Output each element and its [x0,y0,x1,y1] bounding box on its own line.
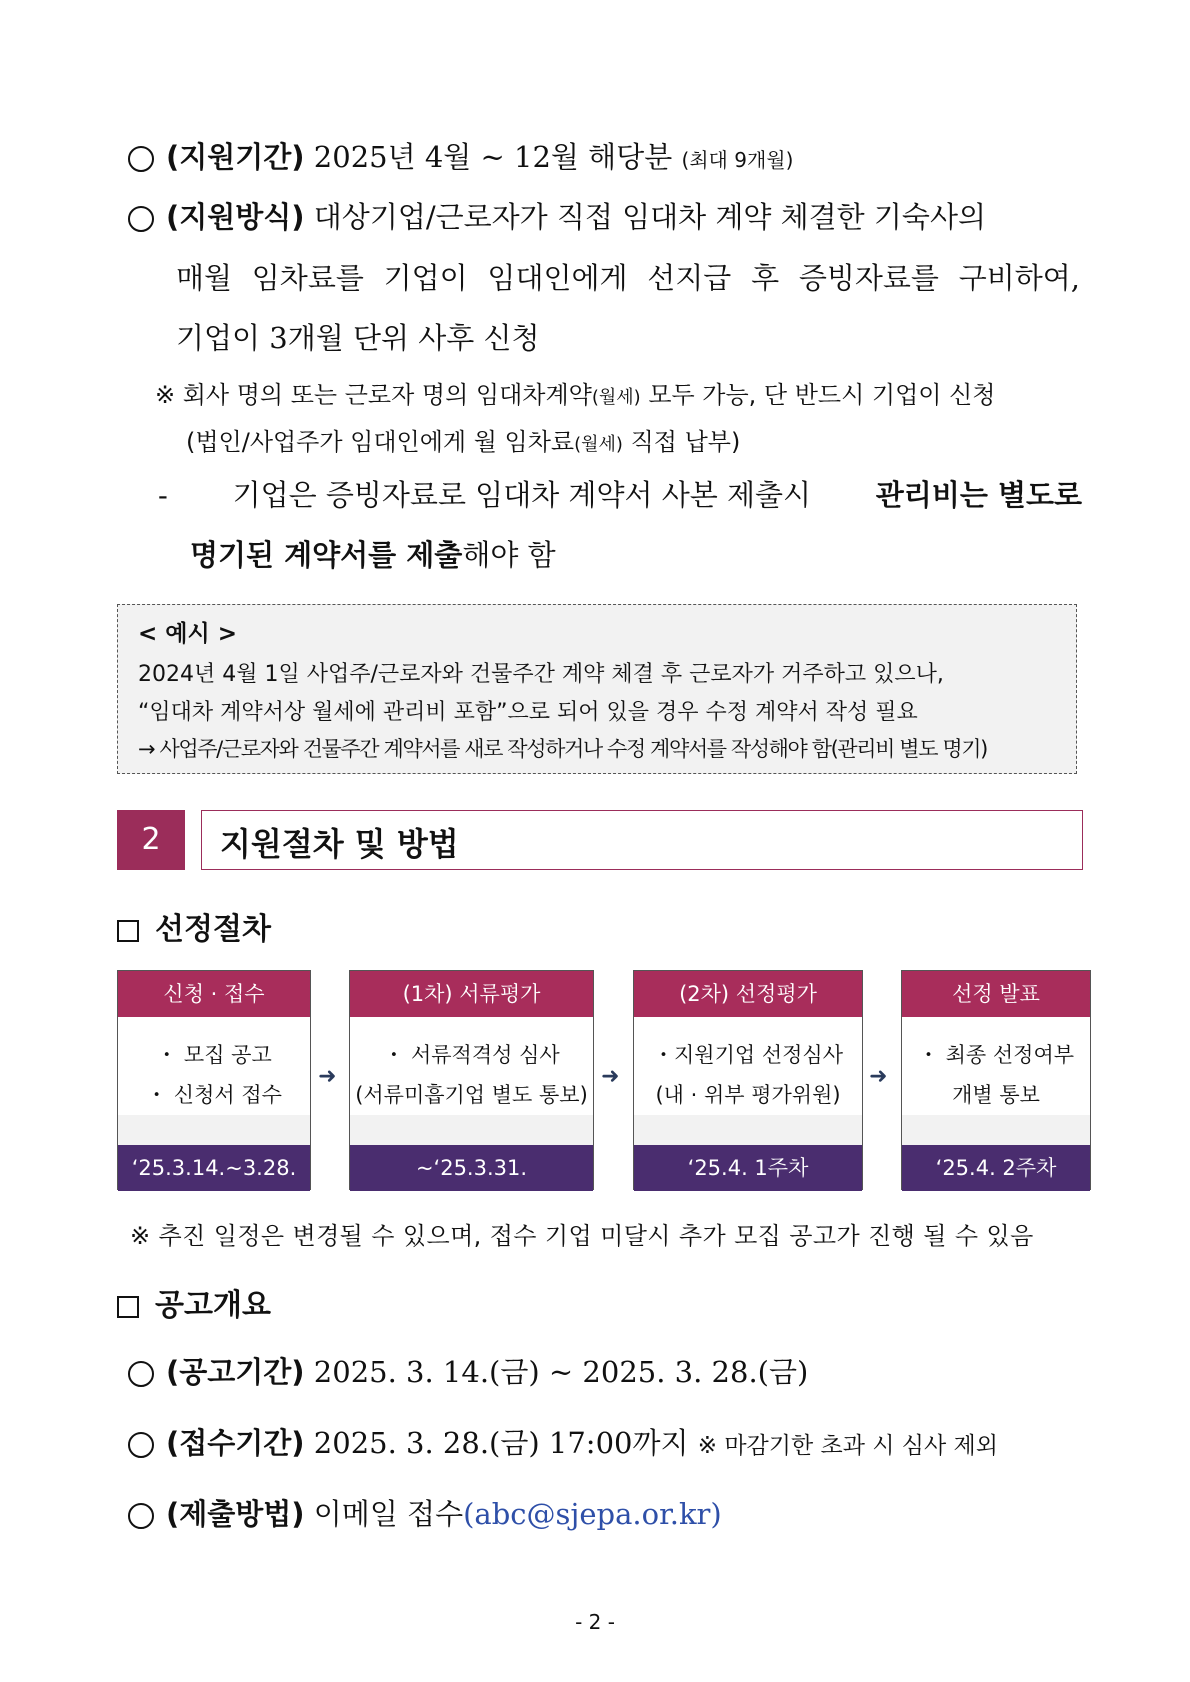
step-line2: 개별 통보 [952,1083,1040,1107]
receipt-period-label: (접수기간) [166,1426,305,1460]
dash-text2: 해야 함 [462,538,556,572]
note1-paren: (월세) [591,387,641,408]
arrow-right-icon: ➜ [318,1064,337,1089]
step-date: ‘25.3.14.~3.28. [118,1145,310,1191]
note1-line1 [155,377,995,416]
selection-heading [117,904,271,948]
example-line3: → 사업주/근로자와 건물주간 계약서를 새로 작성하거나 수정 계약서를 작성해야 함(관리비 별도 명기) [138,737,987,761]
arrow-right-icon: ➜ [601,1064,620,1089]
step-line1: ・ 최종 선정여부 [917,1043,1075,1067]
step-selection-review [633,970,863,1190]
receipt-period-line [128,1423,998,1464]
submission-email-link[interactable]: (abc@sjepa.or.kr) [463,1497,722,1531]
step-line1: ・ 서류적격성 심사 [383,1043,560,1067]
arrow-right-icon: ➜ [869,1064,888,1089]
dash-bold2: 명기된 계약서를 제출 [190,538,463,572]
note1-text-b: 모두 가능, 단 반드시 기업이 신청 [648,381,996,409]
note-mark: ※ [155,381,176,409]
circle-bullet-icon [128,1432,154,1458]
receipt-period-text: 2025. 3. 28.(금) 17:00까지 [313,1426,689,1460]
step-line2: ・ 신청서 접수 [146,1083,282,1107]
method-line3: 기업이 3개월 단위 사후 신청 [176,321,540,355]
circle-bullet-icon [128,206,154,232]
example-box [117,604,1077,774]
announce-period-line [128,1352,808,1392]
step-date: ‘25.4. 1주차 [634,1145,862,1191]
dash-line1 [158,475,1082,515]
method-line1 [128,197,986,237]
period-note: (최대 9개월) [681,148,794,172]
circle-bullet-icon [128,1361,154,1387]
step-date: ~‘25.3.31. [350,1145,593,1191]
announcement-heading [117,1280,271,1324]
submission-method-label: (제출방법) [166,1497,305,1531]
note1-line2-a: (법인/사업주가 임대인에게 월 임차료 [186,428,575,456]
announce-period-label: (공고기간) [166,1355,305,1389]
example-title: < 예시 > [138,621,237,647]
step-body [902,1017,1090,1115]
submission-method-line [128,1494,722,1534]
circle-bullet-icon [128,1503,154,1529]
example-line1: 2024년 4월 1일 사업주/근로자와 건물주간 계약 체결 후 근로자가 거주하고 있으나, [138,662,944,687]
step-line1: ・ 모집 공고 [156,1043,272,1067]
step-body [634,1017,862,1115]
method-line2: 매월 임차료를 기업이 임대인에게 선지급 후 증빙자료를 구비하여, [176,261,1080,295]
method-text-line1: 대상기업/근로자가 직접 임대차 계약 체결한 기숙사의 [313,200,986,234]
dash-text1: 기업은 증빙자료로 임대차 계약서 사본 제출시 [232,478,811,512]
section-title: 지원절차 및 방법 [220,825,459,863]
page-number: - 2 - [575,1610,615,1634]
step-title: 선정 발표 [902,971,1090,1017]
step-date: ‘25.4. 2주차 [902,1145,1090,1191]
note1-line2 [186,424,740,463]
submission-method-text: 이메일 접수 [313,1497,464,1531]
note1-line2-b: 직접 납부) [630,428,741,456]
note1-line2-paren: (월세) [574,434,623,455]
step-document-review [349,970,594,1190]
selection-note: ※ 추진 일정은 변경될 수 있으며, 접수 기업 미달시 추가 모집 공고가 진행 될 수 있음 [130,1222,1034,1250]
step-line1: ・지원기업 선정심사 [653,1043,843,1067]
section-title-box [201,810,1083,870]
method-label: (지원방식) [166,200,305,234]
circle-bullet-icon [128,146,154,172]
announcement-heading-text: 공고개요 [155,1288,271,1323]
dash-line2 [190,535,556,575]
period-text: 2025년 4월 ~ 12월 해당분 [313,140,673,174]
period-label: (지원기간) [166,140,305,174]
step-body [350,1017,593,1115]
step-announcement [901,970,1091,1190]
period-line [128,137,793,180]
section-number: 2 [117,810,185,870]
step-body [118,1017,310,1115]
step-apply [117,970,311,1190]
dash-mark: - [158,478,168,512]
checkbox-square-icon [117,920,139,942]
selection-heading-text: 선정절차 [155,912,271,947]
step-line2: (서류미흡기업 별도 통보) [355,1083,588,1107]
announce-period-text: 2025. 3. 14.(금) ~ 2025. 3. 28.(금) [313,1355,809,1389]
step-title: (2차) 선정평가 [634,971,862,1017]
checkbox-square-icon [117,1296,139,1318]
note1-text-a: 회사 명의 또는 근로자 명의 임대차계약 [182,381,592,409]
step-line2: (내 · 위부 평가위원) [655,1083,841,1107]
example-line2: “임대차 계약서상 월세에 관리비 포함”으로 되어 있을 경우 수정 계약서 작성 필요 [138,700,918,725]
receipt-period-note: ※ 마감기한 초과 시 심사 제외 [697,1433,998,1459]
step-title: 신청 · 접수 [118,971,310,1017]
dash-bold1: 관리비는 별도로 [875,478,1082,512]
step-title: (1차) 서류평가 [350,971,593,1017]
